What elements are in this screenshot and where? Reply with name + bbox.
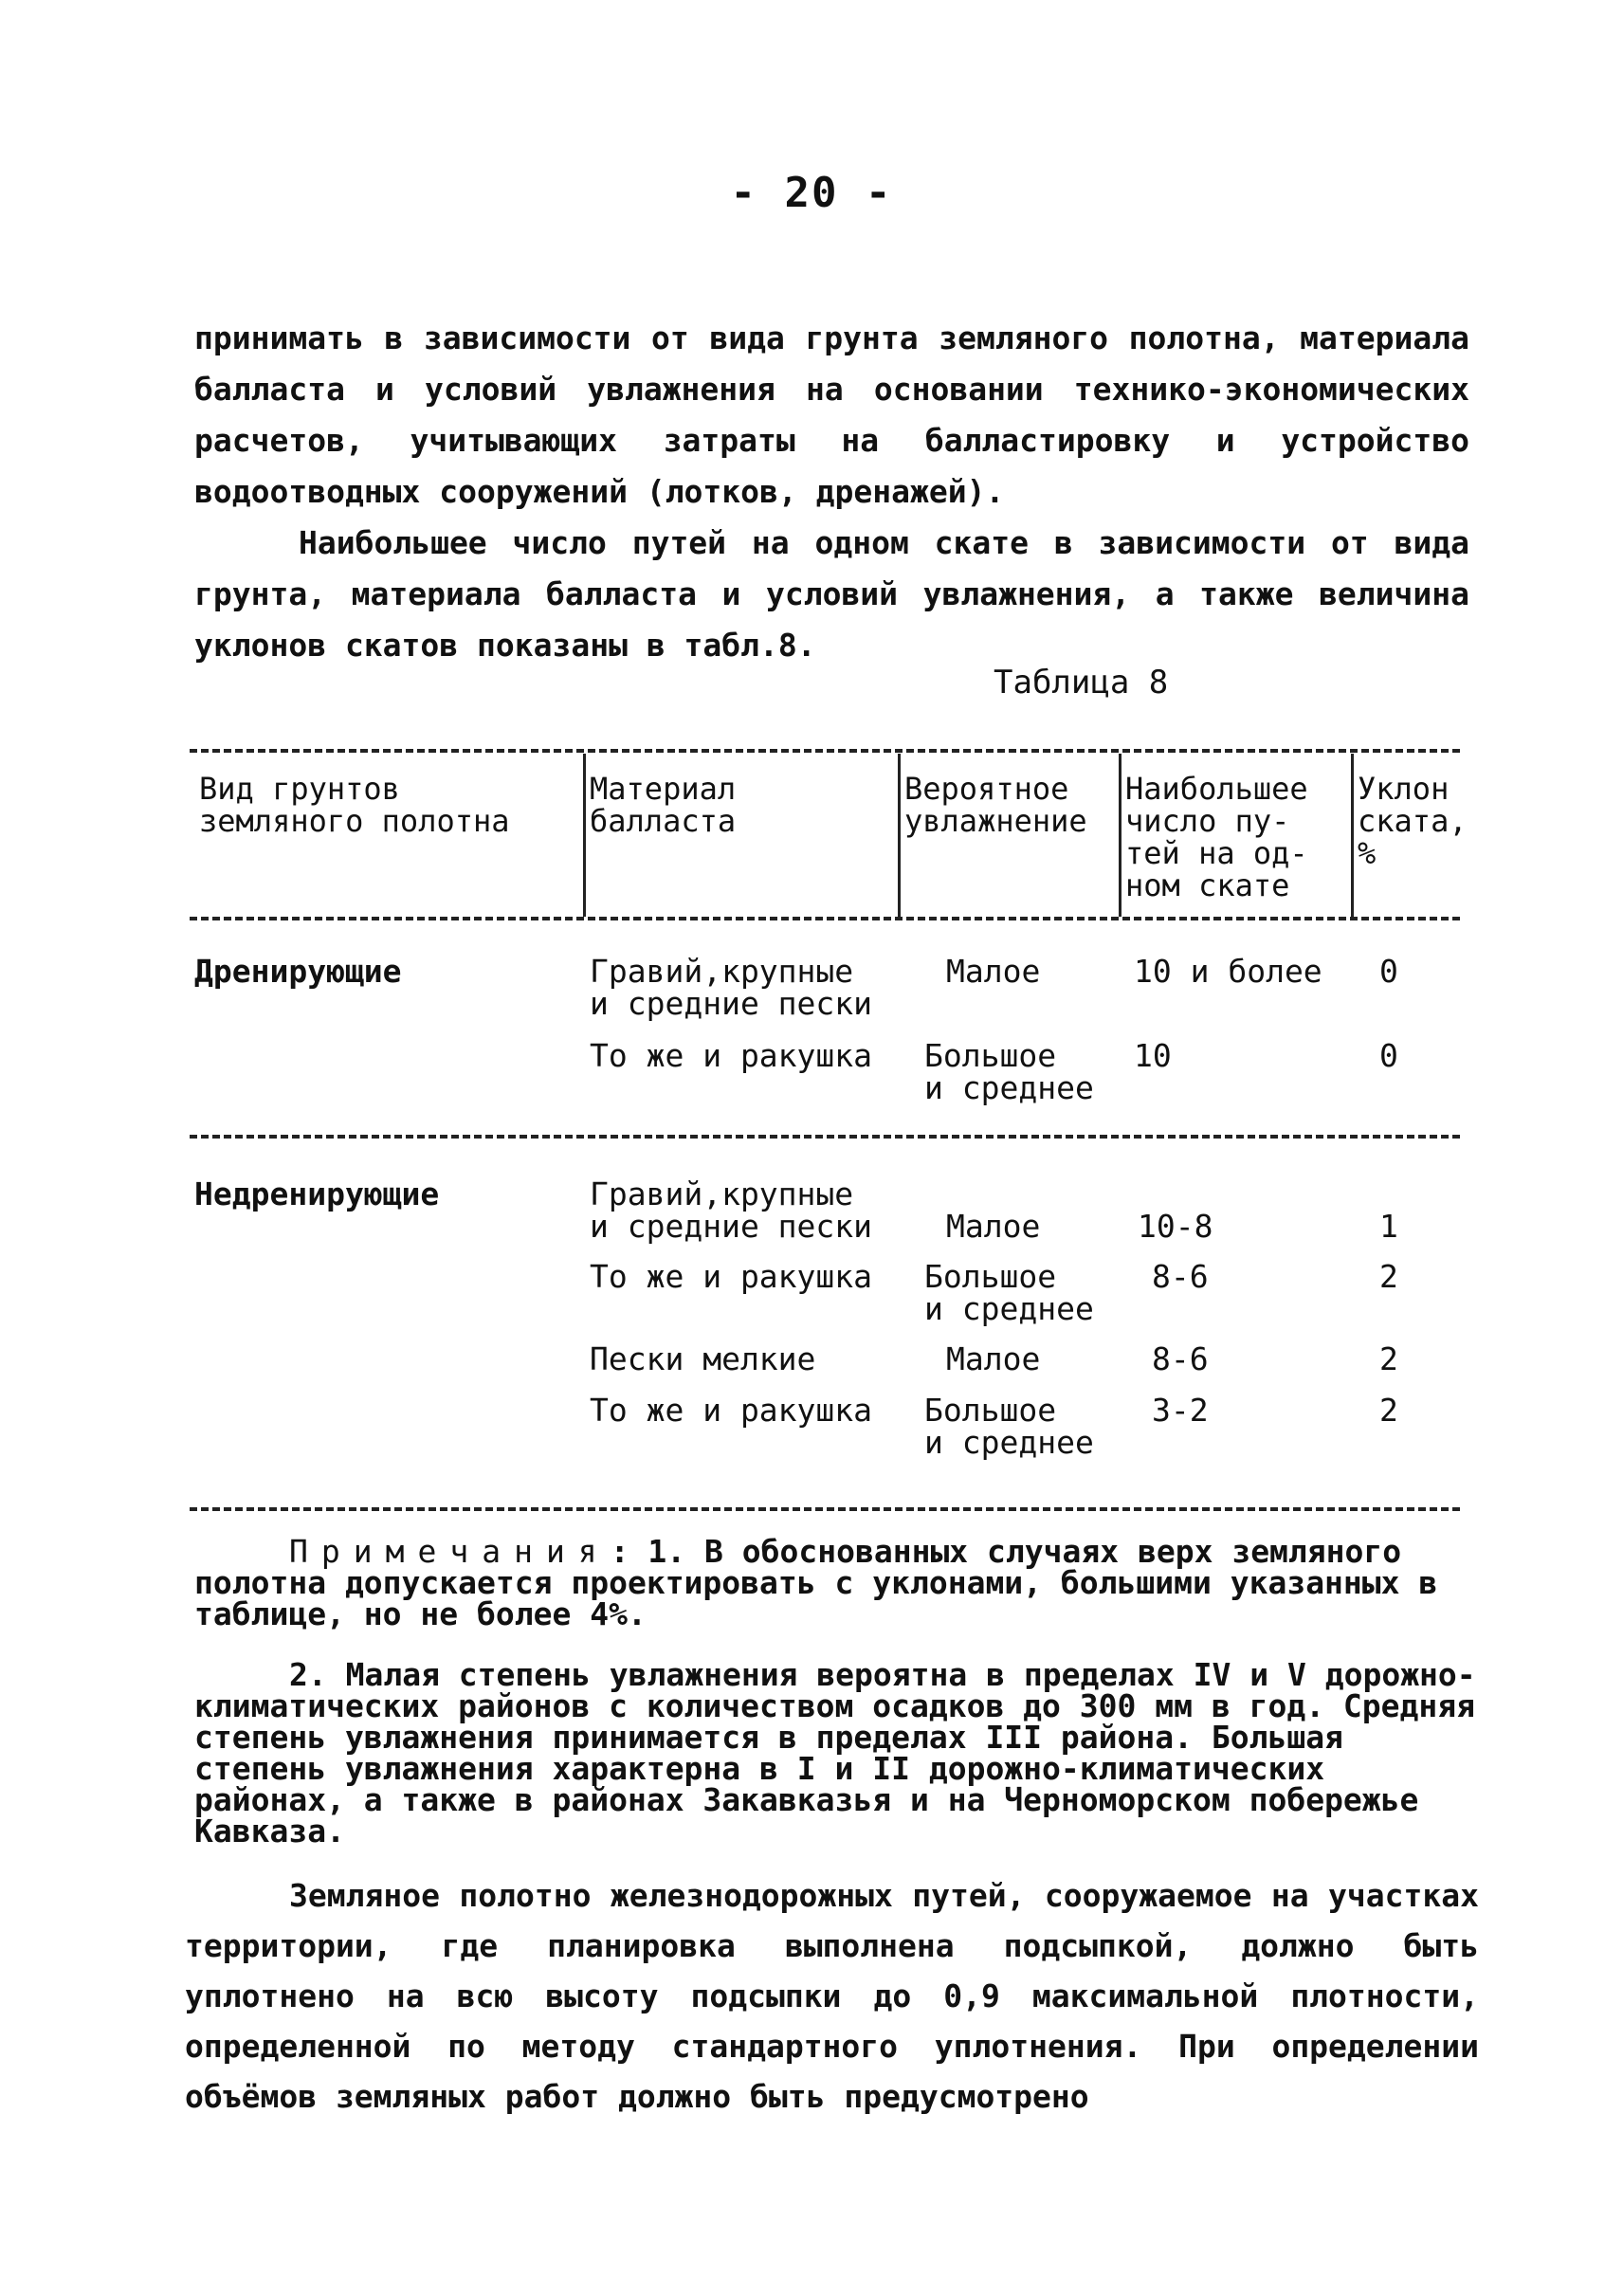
header-divider [1351, 754, 1354, 917]
group-soil-nondraining: Недренирующие [194, 1175, 440, 1212]
cell-moisture: Малое [946, 1340, 1041, 1377]
cell-slope: 2 [1379, 1258, 1398, 1295]
cell-moisture: Малое [946, 953, 1041, 990]
group-soil-draining: Дренирующие [194, 953, 402, 990]
cell-ballast: То же и ракушка [590, 1037, 873, 1074]
paragraph-1: принимать в зависимости от вида грунта земляного полотна, материала балласта и условий увлажнения на основании технико-экономических расчетов, учитывающих затраты на балластировку и устройство водоотводных сооружений (лотков, дренажей). [194, 319, 1469, 510]
paragraph-3: Земляное полотно железнодорожных путей, сооружаемое на участках территории, где планировка выполнена подсыпкой, должно быть уплотнено на всю высоту подсыпки до 0,9 максимальной плотности, определенной по методу стандартного уплотнения. При определении объёмов земляных работ должно быть предусмотрено [185, 1877, 1479, 2115]
cell-ballast: Гравий,крупные и средние пески [590, 953, 873, 1022]
table-caption: Таблица 8 [994, 664, 1169, 702]
cell-tracks: 8-6 [1152, 1258, 1209, 1295]
table-bottom-rule [190, 1507, 1460, 1511]
header-soil: Вид грунтов земляного полотна [199, 771, 510, 839]
cell-ballast: Пески мелкие [590, 1340, 816, 1377]
cell-ballast: То же и ракушка [590, 1392, 873, 1429]
header-divider [898, 754, 901, 917]
note-2: 2. Малая степень увлажнения вероятна в пределах IV и V дорожно-климатических районов с количеством осадков до 300 мм в год. Средняя степень увлажнения принимается в пределах III района. Большая степень увлажнения характерна в I и II дорожно-климатических районах, а также в районах Закавказья и на Черноморском побережье Кавказа. [194, 1656, 1476, 1850]
cell-ballast: То же и ракушка [590, 1258, 873, 1295]
cell-tracks: 10 [1134, 1037, 1172, 1074]
cell-slope: 2 [1379, 1340, 1398, 1377]
header-divider [583, 754, 586, 917]
cell-slope: 0 [1379, 1037, 1398, 1074]
cell-moisture: Большое и среднее [924, 1037, 1094, 1106]
header-tracks: Наибольшее число пу- тей на од- ном скате [1125, 771, 1308, 903]
header-slope: Уклон ската, % [1358, 771, 1468, 871]
notes-label: Примечания [289, 1533, 611, 1570]
page-number: - 20 - [730, 169, 893, 217]
cell-moisture: Большое и среднее [924, 1392, 1094, 1461]
note-1 [194, 1533, 1479, 1632]
cell-moisture: Большое и среднее [924, 1258, 1094, 1327]
cell-tracks: 10 и более [1134, 953, 1322, 990]
group-divider [190, 1135, 1460, 1139]
table-header-rule [190, 917, 1460, 920]
cell-tracks: 3-2 [1152, 1392, 1209, 1429]
cell-slope: 2 [1379, 1392, 1398, 1429]
header-moisture: Вероятное увлажнение [904, 771, 1087, 839]
note-1-text: : 1. В обоснованных случаях верх земляного полотна допускается проектировать с уклонами, большими указанных в таблице, но не более 4%. [194, 1533, 1438, 1632]
cell-tracks: 8-6 [1152, 1340, 1209, 1377]
header-ballast: Материал балласта [590, 771, 737, 839]
table-top-rule [190, 749, 1460, 753]
cell-slope: 0 [1379, 953, 1398, 990]
cell-moisture: Малое [946, 1208, 1041, 1245]
header-divider [1119, 754, 1122, 917]
paragraph-2: Наибольшее число путей на одном скате в зависимости от вида грунта, материала балласта и условий увлажнения, а также величина уклонов скатов показаны в табл.8. [194, 524, 1469, 664]
cell-slope: 1 [1379, 1208, 1398, 1245]
cell-ballast: Гравий,крупные и средние пески [590, 1175, 873, 1245]
cell-tracks: 10-8 [1138, 1208, 1213, 1245]
